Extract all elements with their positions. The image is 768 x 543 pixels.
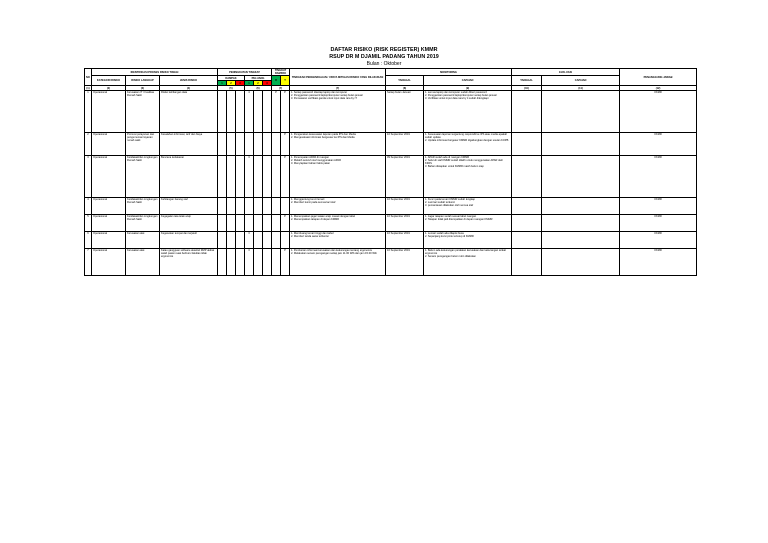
cell-achievement: 1. Belum ada kekurangan peralatan kerusakan dan kekurangan terkait ergonomis 2. Senam peregangan belum rutin dilakukan <box>424 249 512 276</box>
cell-impact: 4 <box>245 91 254 133</box>
owner-header: PENANGGUNG JAWAB <box>620 69 697 86</box>
cell-empty <box>227 133 236 156</box>
cell-eval-date <box>512 232 542 249</box>
col-num: (7) <box>272 86 290 91</box>
cell-category: Operasional <box>92 156 126 198</box>
cell-date: 10 September 2019 <box>386 215 424 232</box>
cell-risk: Promosi pelayanan dan pengumuman layanan rumah sakit <box>126 133 160 156</box>
cell-eval-date <box>512 215 542 232</box>
cell-empty <box>227 249 236 276</box>
cell-category: Operasional <box>92 91 126 133</box>
cell-no: 1 <box>85 91 92 133</box>
eval-date-header: TANGGAL <box>512 76 542 86</box>
document-period: Bulan : Oktober <box>366 61 402 67</box>
cell-empty <box>218 156 227 198</box>
cell-owner: KKMR <box>620 249 697 276</box>
cell-no: 6 <box>85 232 92 249</box>
table-row <box>85 215 697 232</box>
cell-risk: Ketidakaktifan Lingkungan Rumah Sakit <box>126 215 160 232</box>
cell-type: Kegagalan tata letak arsip <box>160 215 218 232</box>
cell-eval-achievement <box>542 198 620 215</box>
cell-no: 7 <box>85 249 92 276</box>
col-num: (9) <box>424 86 512 91</box>
cell-empty <box>263 91 272 133</box>
cell-empty <box>254 91 263 133</box>
level-t-header: T <box>281 76 290 86</box>
cell-action: 1. Menggantung kunci lemari 2. Memberi kunci pada semua laci staf <box>290 198 386 215</box>
cell-empty <box>227 91 236 133</box>
col-num: (6) <box>245 86 272 91</box>
col-num: (4) <box>160 86 218 91</box>
cell-level: P <box>281 133 290 156</box>
identification-header: IDENTIFIKASI PROSES RISIKO TINGGI <box>92 69 218 76</box>
cell-owner: KKMR <box>620 156 697 198</box>
cell-date: 10 September 2019 <box>386 133 424 156</box>
risk-type-header: JENIS RISIKO <box>160 76 218 86</box>
cell-eval-date <box>512 133 542 156</box>
col-num: (11) <box>542 86 620 91</box>
col-num: (10) <box>512 86 542 91</box>
impact-2: 2 <box>227 81 236 86</box>
cell-level: P <box>281 91 290 133</box>
cell-risk: Ketidakaktifan Lingkungan Rumah Sakit <box>126 156 160 198</box>
cell-empty <box>263 156 272 198</box>
cell-likelihood <box>272 156 281 198</box>
table-row <box>85 249 697 276</box>
cell-likelihood: P <box>272 91 281 133</box>
cell-impact <box>245 198 254 215</box>
cell-empty <box>263 198 272 215</box>
header-row-2 <box>85 76 697 81</box>
table-row <box>85 232 697 249</box>
cell-level: P <box>281 156 290 198</box>
cell-owner: KKMR <box>620 215 697 232</box>
cell-empty <box>236 215 245 232</box>
cell-date: 10 September 2019 <box>386 198 424 215</box>
cell-empty <box>227 215 236 232</box>
cell-owner: KKMR <box>620 232 697 249</box>
col-num: (2) <box>92 86 126 91</box>
cell-action: 1. Pemberian informasi kerusakan dan kekurangan tentang ergonomis 2. Melakukan senam peregangan setiap jam 11.00 WIb dan jam 15.00 Wib <box>290 249 386 276</box>
cell-empty <box>236 232 245 249</box>
impact-header: DAMPAK <box>218 76 245 81</box>
cell-action: 1. Menempatkan jagar tataan arsip masuk dengan label 2. Menempatkan tatapan di depan KMMR <box>290 215 386 232</box>
cell-no: 3 <box>85 156 92 198</box>
cell-empty <box>254 133 263 156</box>
cell-category: Operasional <box>92 215 126 232</box>
cell-risk: Kerusakan alat <box>126 232 160 249</box>
date-header: TANGGAL <box>386 76 424 86</box>
cell-empty <box>218 232 227 249</box>
cell-action: 1. Pengecekan kesesuaian laporan pada IPS dan Media 2. Mengevaluasi informasi bergesser ke IPS dan Media <box>290 133 386 156</box>
cell-type: Kehilangan barang staf <box>160 198 218 215</box>
cell-likelihood <box>272 249 281 276</box>
cell-no: 2 <box>85 133 92 156</box>
cell-level <box>281 232 290 249</box>
cell-eval-date <box>512 249 542 276</box>
document-title: DAFTAR RISIKO (RISK REGISTER) KMMR <box>330 47 438 53</box>
cell-type: Bencana kebakaran <box>160 156 218 198</box>
cell-empty <box>263 215 272 232</box>
document-subtitle: RSUP DR M DJAMIL PADANG TAHUN 2019 <box>329 54 439 60</box>
col-num: (12) <box>620 86 697 91</box>
cell-likelihood <box>272 215 281 232</box>
cell-likelihood <box>272 133 281 156</box>
col-num: (5) <box>218 86 245 91</box>
cell-impact <box>245 133 254 156</box>
cell-empty <box>254 198 263 215</box>
cell-no: 5 <box>85 215 92 232</box>
monitoring-header: MONITORING <box>386 69 512 76</box>
cell-impact: 3 <box>245 232 254 249</box>
table-row <box>85 91 697 133</box>
eval-achievement-header: CAPAIAN <box>542 76 620 86</box>
risk-level-header: TINGKAT DAMPAK <box>272 69 290 76</box>
document-titles <box>0 47 768 68</box>
cell-risk: Ketidakaktifan Lingkungan Rumah Sakit <box>126 198 160 215</box>
col-num: (1) <box>86 86 90 90</box>
cell-date: Setiap bulan Januari <box>386 91 424 133</box>
cell-achievement: 1. Kunci pada lemari KMMR sudah lengkap 2. Laci laci sudah terkunci 3. pemantauan dilakukan oleh semua staf <box>424 198 512 215</box>
cell-empty <box>218 249 227 276</box>
cell-empty <box>218 133 227 156</box>
action-header: TINDAKAN PENGENDALIAN / UPAYA MITIGASI RISIKO YANG DILAKUKAN <box>290 69 386 86</box>
cell-risk: Kerusakan alat <box>126 249 160 276</box>
cell-empty <box>263 133 272 156</box>
cell-empty <box>227 156 236 198</box>
cell-type: Risiko kehilangan data <box>160 91 218 133</box>
impact-1: 1 <box>218 81 227 86</box>
cell-eval-date <box>512 156 542 198</box>
cell-empty <box>254 232 263 249</box>
col-num: (3) <box>126 86 160 91</box>
cell-achievement: 1. Lemari sudah ada dilapisi busa 2. Sepanjang kursi pintu tertutup di KMMR <box>424 232 512 249</box>
category-header: KATEGORI RISIKO <box>92 76 126 86</box>
cell-type: Kegesekan tempat dan terjatuh <box>160 232 218 249</box>
cell-empty <box>254 215 263 232</box>
likelihood-3: 3 <box>263 81 272 86</box>
cell-type: Kalau gangguan software aksebel RMP akibat salah pasien saat berburu fakultas tidak ergonomis <box>160 249 218 276</box>
cell-eval-date <box>512 198 542 215</box>
cell-level: P <box>281 215 290 232</box>
table-row <box>85 133 697 156</box>
header-row-1 <box>85 69 697 76</box>
level-r-header: R <box>272 76 281 86</box>
cell-eval-achievement <box>542 215 620 232</box>
cell-empty <box>218 198 227 215</box>
likelihood-2: 2 <box>254 81 263 86</box>
cell-impact: 3 <box>245 156 254 198</box>
cell-empty <box>263 249 272 276</box>
table-row <box>85 156 697 198</box>
cell-owner: KKMR <box>620 133 697 156</box>
achievement-header: CAPAIAN <box>424 76 512 86</box>
cell-likelihood <box>272 198 281 215</box>
cell-date: 10 September 2019 <box>386 232 424 249</box>
likelihood-1: 1 <box>245 81 254 86</box>
cell-empty <box>218 215 227 232</box>
cell-empty <box>227 198 236 215</box>
cell-eval-achievement <box>542 232 620 249</box>
cell-empty <box>254 156 263 198</box>
cell-action: 1. Membuang lemari tinggi dan kabel 2. Memberi tanda awas terbentur <box>290 232 386 249</box>
cell-action: 1. Setiap password disetiap laptop dan komputer 2. Penggantian password laptop/komputer setiap bulan januari 3. Pemasaran verifikasi ganda untuk input data rara by IT <box>290 91 386 133</box>
col-num: (7) <box>290 86 386 91</box>
cell-date: 09 September 2019 <box>386 156 424 198</box>
col-num: (8) <box>386 86 424 91</box>
cell-level: P <box>281 249 290 276</box>
cell-achievement: 1. semua laptop dan komputer sudah diberi password 2. Penggantian password laptop/komputer setiap bulan januari 3. Verifikasi untuk input data rara by it sudah dilengkapi <box>424 91 512 133</box>
cell-achievement: 1. APAR sudah ada di ruangan KMMR 2. Seluruh staf KMMR sudah dilatih untuk menggunakan APAR oleh K3RS 3. Bahan disiapkan untuk KMMR masih belum siap <box>424 156 512 198</box>
cell-likelihood <box>272 232 281 249</box>
evaluation-header: EVALUASI <box>512 69 620 76</box>
cell-category: Operasional <box>92 249 126 276</box>
cell-empty <box>236 91 245 133</box>
cell-impact <box>245 215 254 232</box>
cell-empty <box>236 249 245 276</box>
cell-empty <box>236 133 245 156</box>
cell-type: Kesalahan informasi, tarif dan biaya <box>160 133 218 156</box>
cell-category: Operasional <box>92 232 126 249</box>
cell-eval-achievement <box>542 156 620 198</box>
risk-register-table <box>84 68 697 276</box>
no-header: NO <box>85 69 92 86</box>
likelihood-header: PELUANG <box>245 76 272 81</box>
cell-empty <box>236 156 245 198</box>
risk-header: RISIKO LANGKAP <box>126 76 160 86</box>
cell-category: Operasional <box>92 198 126 215</box>
table-row <box>85 198 697 215</box>
impact-3: 3 <box>236 81 245 86</box>
cell-action: 1. Penempatan APAR di ruangan 2. Melatih seluruh staf menggunakan APAR 3. Menyiapkan bahan habis pakai <box>290 156 386 198</box>
cell-eval-achievement <box>542 133 620 156</box>
cell-category: Operasional <box>92 133 126 156</box>
cell-empty <box>254 249 263 276</box>
cell-owner: KKMR <box>620 198 697 215</box>
cell-no: 4 <box>85 198 92 215</box>
cell-date: 10 September 2019 <box>386 249 424 276</box>
cell-risk: Kerusakan IT / Fasilitas Rumah Sakit <box>126 91 160 133</box>
cell-eval-achievement <box>542 91 620 133</box>
cell-achievement: 1. Kesesuaian laporan tergantung responsbl ke IPS atau media apakah sudah update 2. Update informasi bergeser KMMR digabungkan dengan usulan KOPB <box>424 133 512 156</box>
cell-empty <box>263 232 272 249</box>
cell-eval-date <box>512 91 542 133</box>
cell-level <box>281 198 290 215</box>
cell-achievement: 1. Jagar tatapan sudah sesuai label ruangan 2. Tatapan tidak jadi ditempatkan di depan ruangan KMMR <box>424 215 512 232</box>
risk-level-group-header: PENINGKATAN TINGKAT <box>218 69 272 76</box>
cell-impact: 3 <box>245 249 254 276</box>
cell-empty <box>227 232 236 249</box>
cell-owner: KKMR <box>620 91 697 133</box>
cell-empty <box>218 91 227 133</box>
cell-eval-achievement <box>542 249 620 276</box>
cell-empty <box>236 198 245 215</box>
